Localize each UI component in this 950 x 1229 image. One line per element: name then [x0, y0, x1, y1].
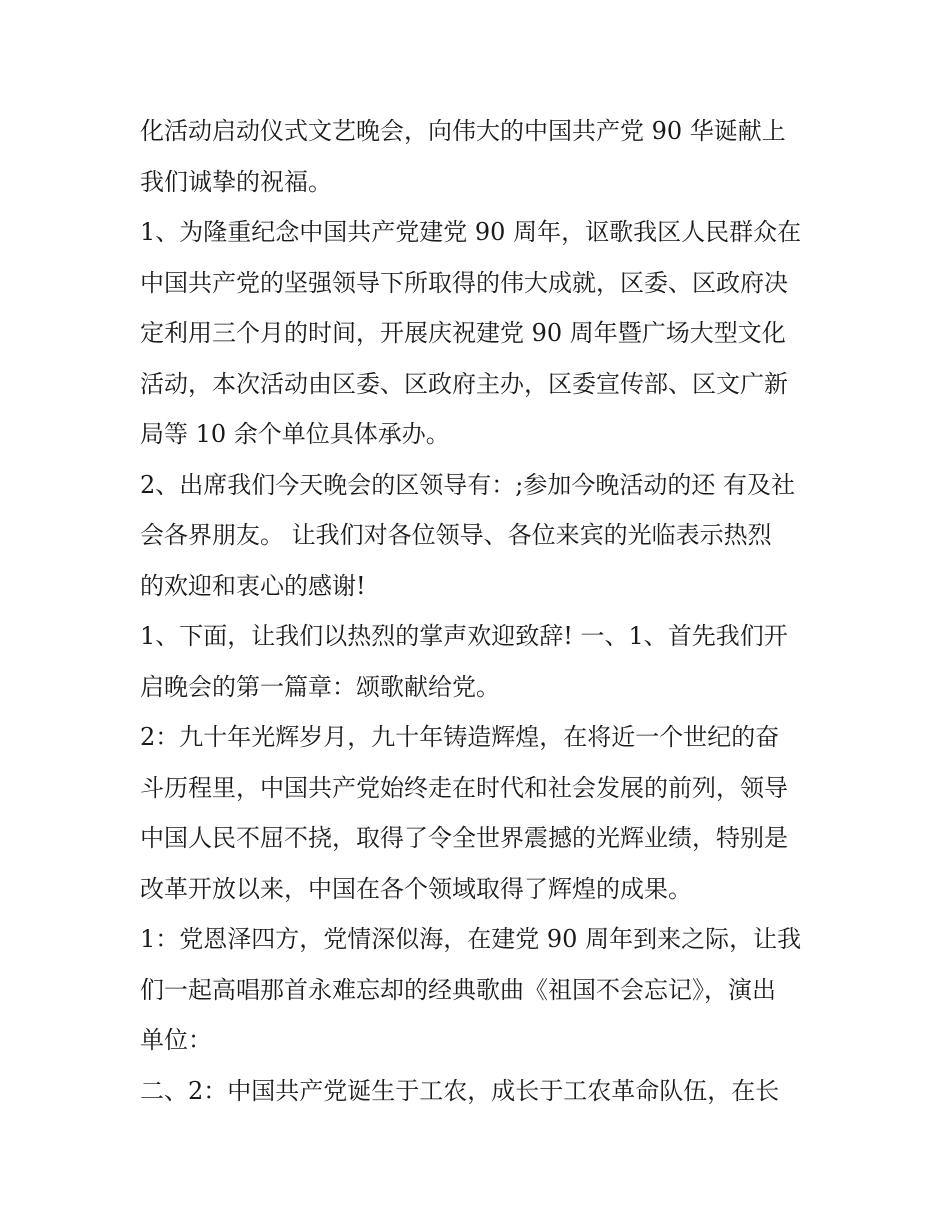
- text-line-8: 2、出席我们今天晚会的区领导有：;参加今晚活动的还 有及社: [140, 470, 795, 499]
- text-line-17: 1：党恩泽四方，党情深似海，在建党 90 周年到来之际，让我: [140, 925, 802, 953]
- text-line-13: 2：九十年光辉岁月，九十年铸造辉煌，在将近一个世纪的奋: [140, 723, 780, 751]
- text-line-18: 们一起高唱那首永难忘却的经典歌曲《祖国不会忘记》，演出: [140, 975, 776, 1004]
- text-line-12: 启晚会的第一篇章：颂歌献给党。: [140, 672, 500, 701]
- text-line-5: 定利用三个月的时间，开展庆祝建党 90 周年暨广场大型文化: [140, 319, 786, 347]
- text-line-19: 单位：: [140, 1026, 212, 1054]
- text-line-9: 会各界朋友。 让我们对各位领导、各位来宾的光临表示热烈: [140, 521, 772, 549]
- text-line-2: 我们诚挚的祝福。: [140, 167, 332, 196]
- text-line-6: 活动，本次活动由区委、区政府主办，区委宣传部、区文广新: [140, 369, 788, 398]
- text-line-1: 化活动启动仪式文艺晚会，向伟大的中国共产党 90 华诞献上: [140, 117, 786, 145]
- text-line-7: 局等 10 余个单位具体承办。: [140, 420, 450, 448]
- text-line-10: 的欢迎和衷心的感谢!: [140, 571, 366, 600]
- text-line-16: 改革开放以来，中国在各个领域取得了辉煌的成果。: [140, 874, 692, 903]
- text-line-14: 斗历程里，中国共产党始终走在时代和社会发展的前列，领导: [140, 773, 788, 802]
- text-line-11: 1、下面，让我们以热烈的掌声欢迎致辞! 一、1、首先我们开: [140, 622, 788, 650]
- text-line-4: 中国共产党的坚强领导下所取得的伟大成就，区委、区政府决: [140, 268, 788, 297]
- text-line-3: 1、为隆重纪念中国共产党建党 90 周年，讴歌我区人民群众在: [140, 218, 802, 246]
- text-line-20: 二、2：中国共产党诞生于工农，成长于工农革命队伍，在长: [140, 1076, 780, 1105]
- document-body: [140, 106, 820, 1116]
- text-line-15: 中国人民不屈不挠，取得了令全世界震撼的光辉业绩，特别是: [140, 824, 788, 852]
